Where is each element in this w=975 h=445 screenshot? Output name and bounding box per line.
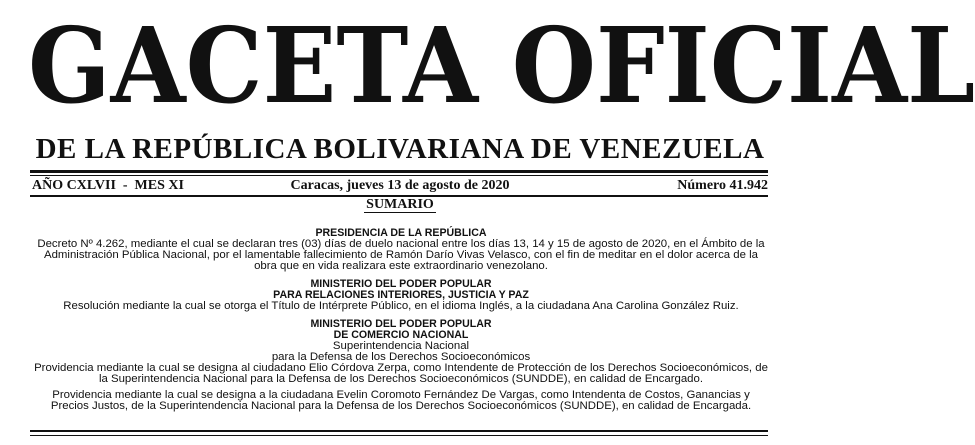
section-subheading-line2: para la Defensa de los Derechos Socioeconómicos bbox=[271, 351, 531, 363]
issue-date: Caracas, jueves 13 de agosto de 2020 bbox=[290, 178, 510, 193]
issue-number: Número 41.942 bbox=[677, 178, 768, 193]
section-text-1: Providencia mediante la cual se designa al ciudadano Elio Córdova Zerpa, como Intendente de Protección de los Derechos Socioeconómicos, de la Superintendencia Nacional para la Defensa de los Derechos Socioeconómicos (SUNDDE), en calidad de Encargado. bbox=[34, 362, 768, 385]
section-text: Decreto Nº 4.262, mediante el cual se declaran tres (03) días de duelo nacional entre los días 13, 14 y 15 de agosto de 2020, en el Ámbito de la Administración Pública Nacional, por el lamentable fallecimiento de Ramón Darío Vivas Velasco, con el fin de meditar en el dolor acerca de la obra que en vida realizara este extraordinario venezolano. bbox=[37, 238, 765, 272]
issue-info-bar bbox=[32, 177, 768, 195]
section-text: Resolución mediante la cual se otorga el Título de Intérprete Público, en el idioma Inglés, a la ciudadana Ana Carolina González Ruiz. bbox=[63, 300, 739, 312]
section-heading: PRESIDENCIA DE LA REPÚBLICA bbox=[315, 227, 487, 239]
bottom-rule-thick bbox=[30, 430, 768, 432]
bottom-rule-thin bbox=[30, 435, 768, 436]
section-heading-line1: MINISTERIO DEL PODER POPULAR bbox=[310, 278, 492, 290]
masthead-subtitle: DE LA REPÚBLICA BOLIVARIANA DE VENEZUELA bbox=[35, 133, 765, 165]
section-heading-line2: PARA RELACIONES INTERIORES, JUSTICIA Y PAZ bbox=[273, 289, 529, 301]
section-comercio bbox=[32, 319, 770, 412]
section-presidencia bbox=[32, 228, 770, 272]
sumario-label: SUMARIO bbox=[366, 197, 434, 212]
top-rule-thin bbox=[30, 175, 768, 176]
section-text-2: Providencia mediante la cual se designa a la ciudadana Evelin Coromoto Fernández De Vargas, como Intendenta de Costos, Ganancias y Precios Justos, de la Superintendencia Nacional para la Defensa de los Derechos Socioeconómicos (SUNDDE), en calidad de Encargada. bbox=[50, 389, 752, 412]
sumario-heading bbox=[0, 197, 800, 213]
section-heading-line1: MINISTERIO DEL PODER POPULAR bbox=[310, 318, 492, 330]
masthead-title: GACETA OFICIAL bbox=[28, 4, 975, 127]
section-interiores bbox=[32, 279, 770, 312]
section-heading-line2: DE COMERCIO NACIONAL bbox=[333, 329, 469, 341]
sumario-content bbox=[32, 228, 770, 419]
issue-year-month: AÑO CXLVII - MES XI bbox=[32, 178, 184, 193]
section-subheading-line1: Superintendencia Nacional bbox=[332, 340, 470, 352]
top-rule-thick bbox=[30, 170, 768, 173]
